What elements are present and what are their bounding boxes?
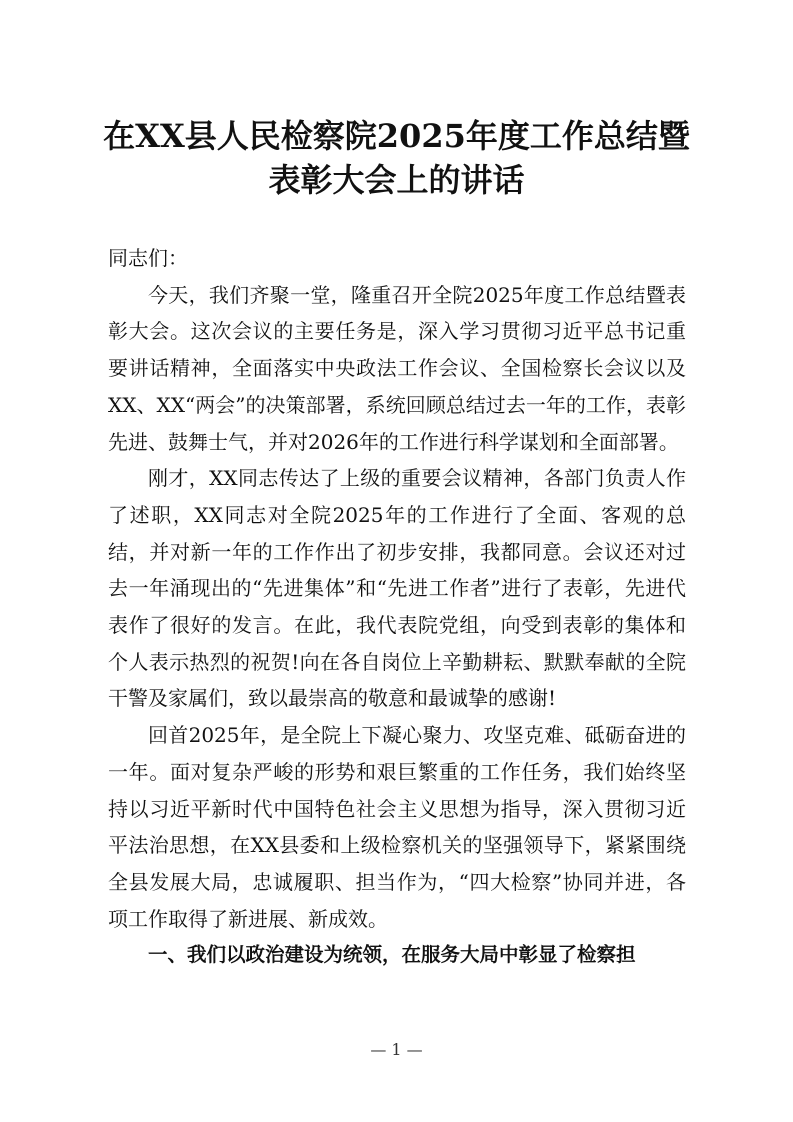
paragraph-reports: 刚才，XX同志传达了上级的重要会议精神，各部门负责人作了述职，XX同志对全院2025年的工作进行了全面、客观的总结，并对新一年的工作作出了初步安排，我都同意。会议还对过去一年涌现出的“先进集体”和“先进工作者”进行了表彰，先进代表作了很好的发言。在此，我代表院党组，向受到表彰的集体和个人表示热烈的祝贺!向在各自岗位上辛勤耕耘、默默奉献的全院干警及家属们，致以最崇高的敬意和最诚挚的感谢!	[108, 466, 686, 711]
page-number: — 1 —	[370, 1040, 423, 1059]
paragraph-opening: 今天，我们齐聚一堂，隆重召开全院2025年度工作总结暨表彰大会。这次会议的主要任务是，深入学习贯彻习近平总书记重要讲话精神，全面落实中央政法工作会议、全国检察长会议以及XX、XX“两会”的决策部署，系统回顾总结过去一年的工作，表彰先进、鼓舞士气，并对2026年的工作进行科学谋划和全面部署。	[108, 282, 686, 454]
section-heading: 一、我们以政治建设为统领，在服务大局中彰显了检察担	[148, 943, 636, 967]
document-body	[108, 240, 686, 974]
paragraph-review: 回首2025年，是全院上下凝心聚力、攻坚克难、砥砺奋进的一年。面对复杂严峻的形势和艰巨繁重的工作任务，我们始终坚持以习近平新时代中国特色社会主义思想为指导，深入贯彻习近平法治思想，在XX县委和上级检察机关的坚强领导下，紧紧围绕全县发展大局，忠诚履职、担当作为，“四大检察”协同并进，各项工作取得了新进展、新成效。	[108, 723, 686, 931]
document-title-line-1: 在XX县人民检察院2025年度工作总结暨	[103, 117, 690, 155]
document-title-line-2: 表彰大会上的讲话	[268, 161, 525, 199]
salutation: 同志们：	[108, 246, 188, 270]
